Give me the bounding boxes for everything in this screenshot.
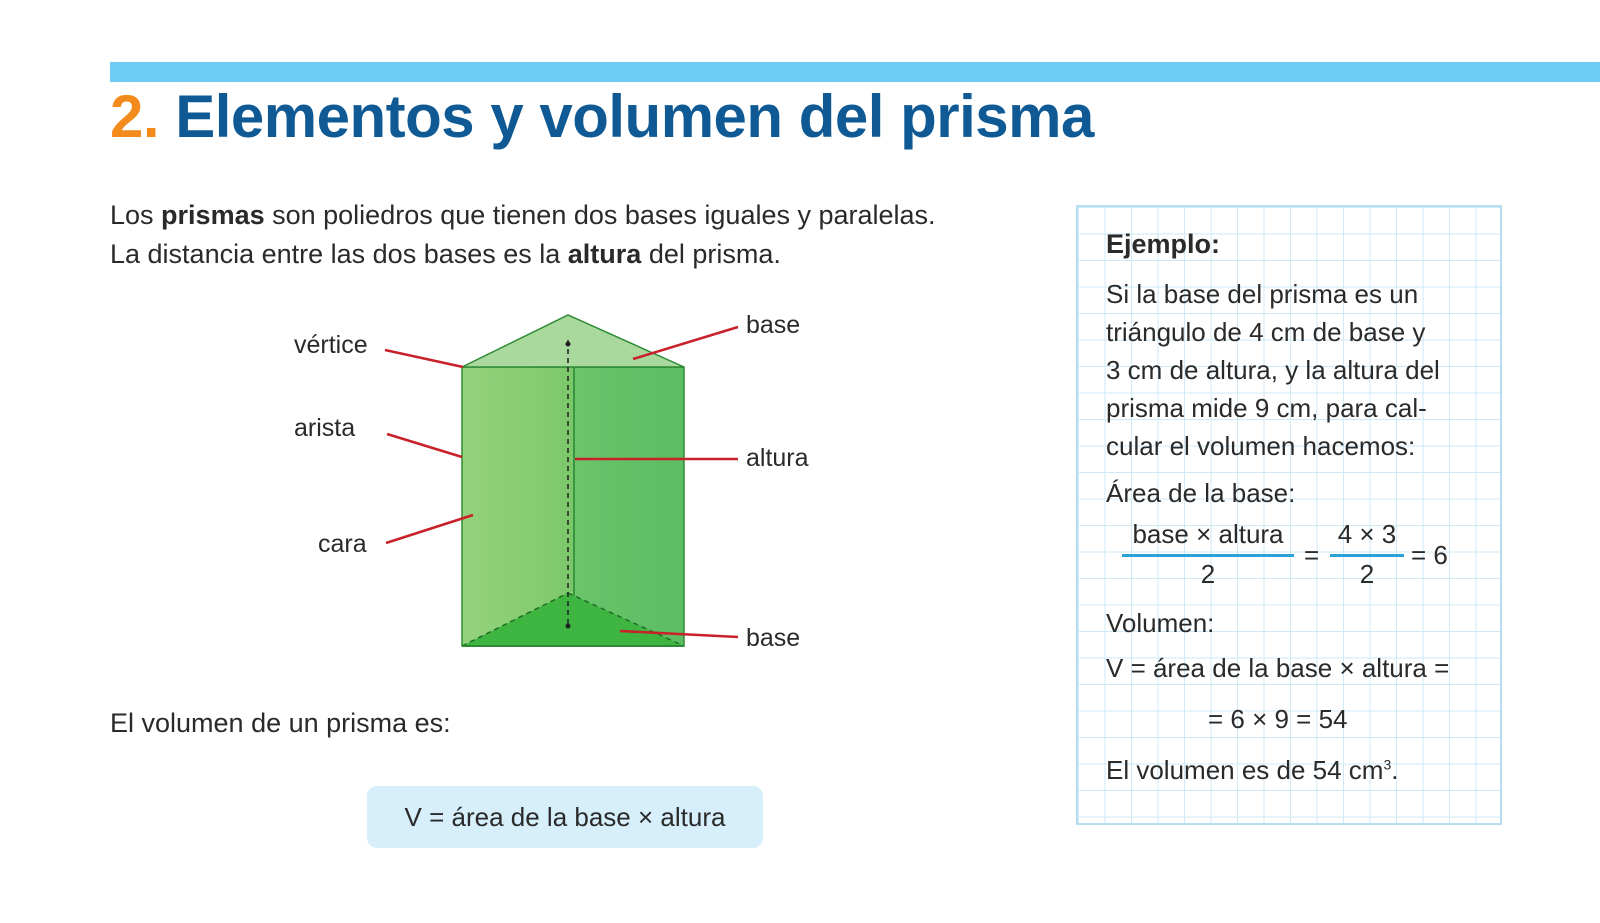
leader-base-top (633, 327, 738, 359)
volume-calculation: = 6 × 9 = 54 (1208, 704, 1348, 734)
area-result: = 6 (1411, 540, 1448, 570)
area-label: Área de la base: (1106, 478, 1296, 508)
example-line: triángulo de 4 cm de base y (1106, 317, 1426, 347)
intro-line-2: La distancia entre las dos bases es la altura del prisma. (110, 239, 781, 269)
fraction-denominator: 2 (1200, 559, 1216, 589)
prism-diagram (280, 300, 880, 680)
label-base-bottom: base (746, 624, 801, 652)
example-line: cular el volumen hacemos: (1106, 431, 1416, 461)
example-title: Ejemplo: (1106, 229, 1221, 259)
leader-cara (386, 515, 473, 543)
label-cara: cara (318, 530, 367, 558)
example-line: 3 cm de altura, y la altura del (1106, 355, 1440, 385)
volume-formula-line: V = área de la base × altura = (1106, 653, 1450, 683)
example-line: prisma mide 9 cm, para cal- (1106, 393, 1427, 423)
leader-vertice (385, 350, 463, 367)
leader-arista (387, 434, 462, 457)
fraction-denominator: 2 (1359, 559, 1375, 589)
section-number: 2. (110, 83, 160, 150)
example-statement (1106, 275, 1440, 465)
label-arista: arista (294, 414, 356, 442)
page-title (110, 82, 1094, 151)
fraction-numerator: 4 × 3 (1337, 519, 1397, 549)
label-altura: altura (746, 444, 809, 472)
example-line: Si la base del prisma es un (1106, 279, 1419, 309)
fraction-bar (1330, 554, 1404, 557)
intro-line-1: Los prismas son poliedros que tienen dos bases iguales y paralelas. (110, 200, 936, 230)
fraction-numerator: base × altura (1132, 519, 1284, 549)
volume-intro-text: El volumen de un prisma es: (110, 708, 451, 738)
intro-paragraph (110, 196, 1050, 274)
volume-label: Volumen: (1106, 608, 1215, 638)
fraction-base-altura (1122, 519, 1294, 590)
label-base-top: base (746, 311, 801, 339)
volume-formula: V = área de la base × altura (367, 786, 763, 848)
header-accent-bar (110, 62, 1600, 82)
fraction-bar (1122, 554, 1294, 557)
volume-result: El volumen es de 54 $cm^3$. (1106, 755, 1399, 785)
equals-sign: = (1304, 540, 1320, 570)
example-box (1076, 205, 1502, 825)
section-title: Elementos y volumen del prisma (175, 83, 1094, 150)
prism-top-base (462, 315, 684, 367)
label-vertice: vértice (294, 331, 368, 359)
fraction-numbers (1330, 519, 1404, 590)
